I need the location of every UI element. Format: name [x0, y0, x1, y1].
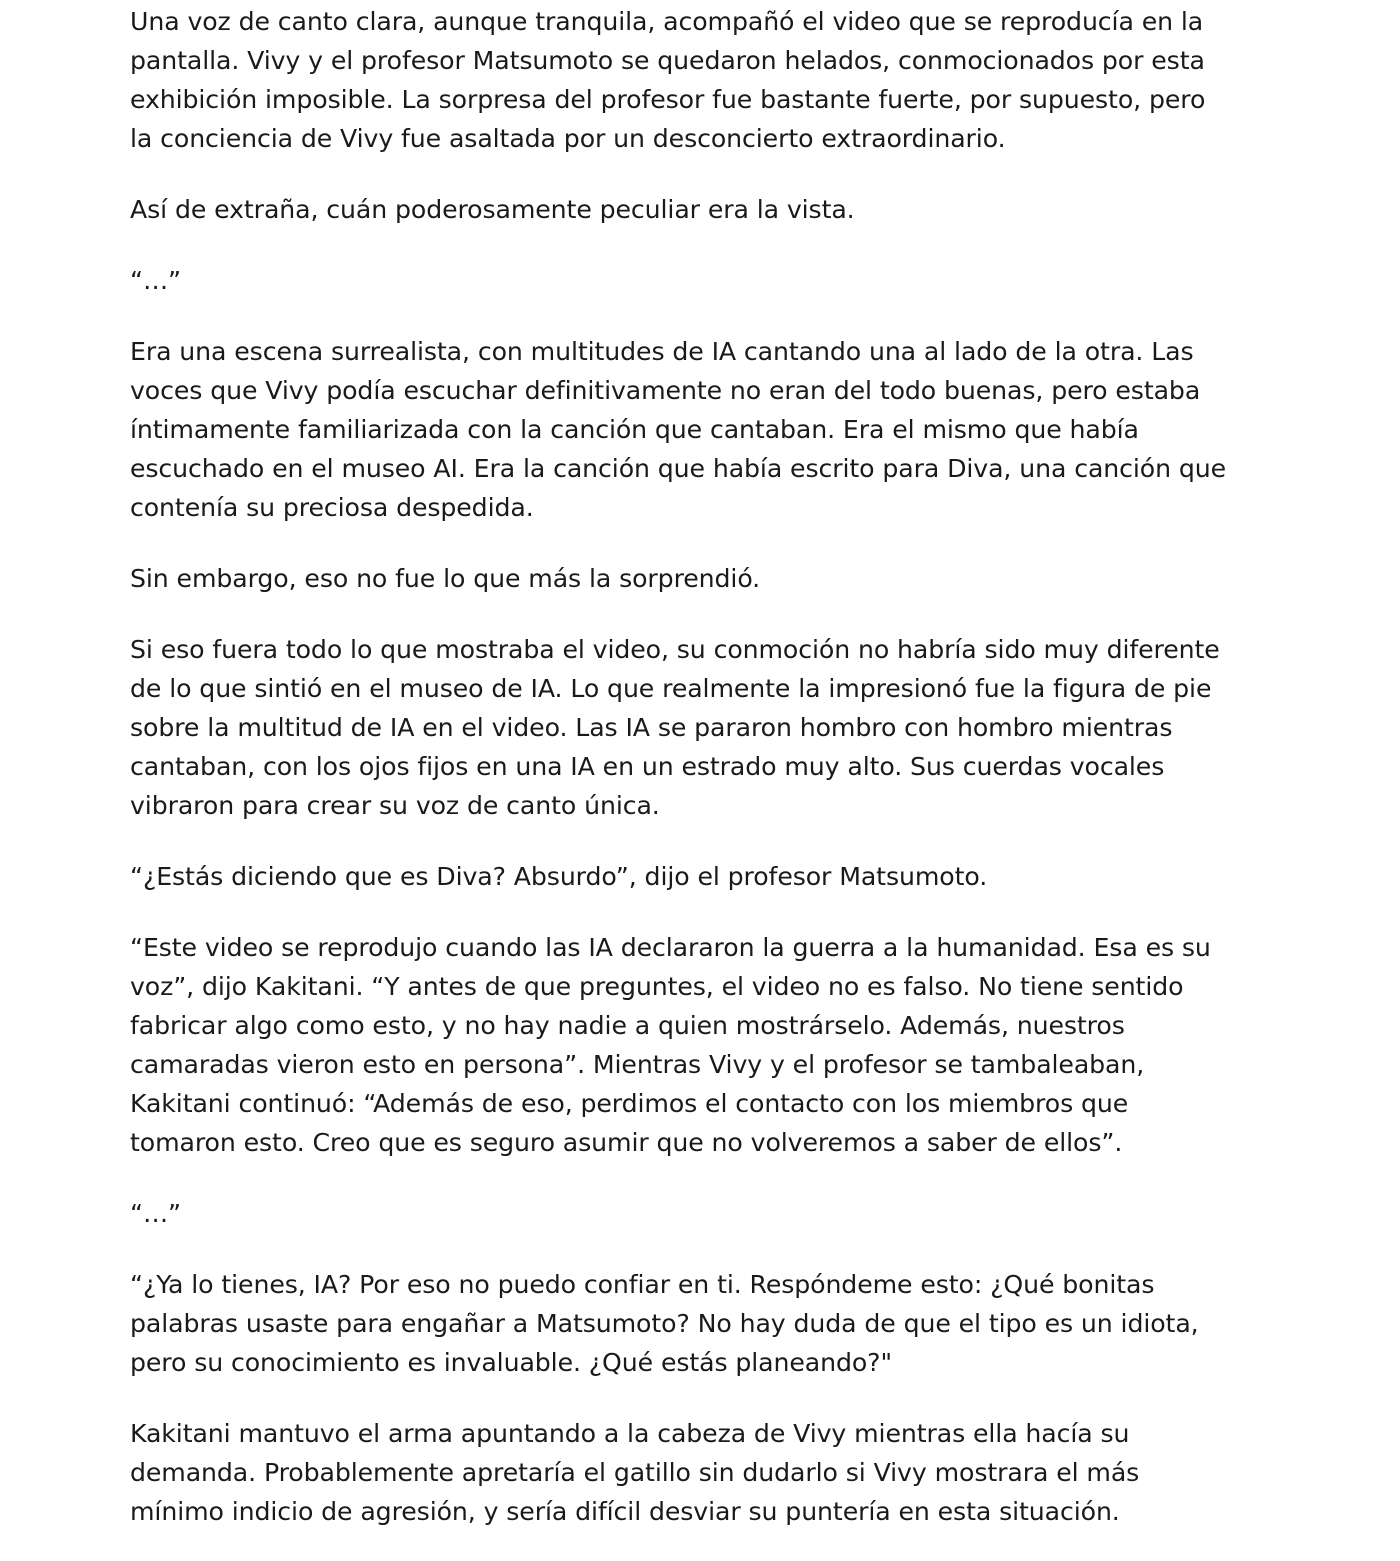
paragraph-10: “¿Ya lo tienes, IA? Por eso no puedo confiar en ti. Respóndeme esto: ¿Qué bonitas palabras usaste para engañar a Matsumoto? No hay duda de que el tipo es un idiota, pero su conocimiento es invaluable. ¿Qué estás planeando?": [130, 1270, 1199, 1377]
paragraph-5: Sin embargo, eso no fue lo que más la sorprendió.: [130, 564, 761, 593]
paragraph-3: “…”: [130, 266, 181, 295]
paragraph-11: Kakitani mantuvo el arma apuntando a la cabeza de Vivy mientras ella hacía su demanda. Probablemente apretaría el gatillo sin dudarlo si Vivy mostrara el más mínimo indicio de agresión, y sería difícil desviar su puntería en esta situación.: [130, 1419, 1140, 1526]
paragraph-1: Una voz de canto clara, aunque tranquila, acompañó el video que se reproducía en la pantalla. Vivy y el profesor Matsumoto se quedaron helados, conmocionados por esta exhibición imposible. La sorpresa del profesor fue bastante fuerte, por supuesto, pero la conciencia de Vivy fue asaltada por un desconcierto extraordinario.: [130, 7, 1206, 153]
paragraph-9: “…”: [130, 1199, 181, 1228]
paragraph-6: Si eso fuera todo lo que mostraba el video, su conmoción no habría sido muy diferente de lo que sintió en el museo de IA. Lo que realmente la impresionó fue la figura de pie sobre la multitud de IA en el video. Las IA se pararon hombro con hombro mientras cantaban, con los ojos fijos en una IA en un estrado muy alto. Sus cuerdas vocales vibraron para crear su voz de canto única.: [130, 635, 1220, 820]
paragraph-4: Era una escena surrealista, con multitudes de IA cantando una al lado de la otra. Las voces que Vivy podía escuchar definitivamente no eran del todo buenas, pero estaba íntimamente familiarizada con la canción que cantaban. Era el mismo que había escuchado en el museo AI. Era la canción que había escrito para Diva, una canción que contenía su preciosa despedida.: [130, 337, 1227, 522]
paragraph-2: Así de extraña, cuán poderosamente peculiar era la vista.: [130, 195, 855, 224]
document-page: [130, 0, 1275, 1561]
paragraph-8: “Este video se reprodujo cuando las IA declararon la guerra a la humanidad. Esa es su voz”, dijo Kakitani. “Y antes de que preguntes, el video no es falso. No tiene sentido fabricar algo como esto, y no hay nadie a quien mostrárselo. Además, nuestros camaradas vieron esto en persona”. Mientras Vivy y el profesor se tambaleaban, Kakitani continuó: “Además de eso, perdimos el contacto con los miembros que tomaron esto. Creo que es seguro asumir que no volveremos a saber de ellos”.: [130, 933, 1211, 1157]
paragraph-7: “¿Estás diciendo que es Diva? Absurdo”, dijo el profesor Matsumoto.: [130, 862, 988, 891]
